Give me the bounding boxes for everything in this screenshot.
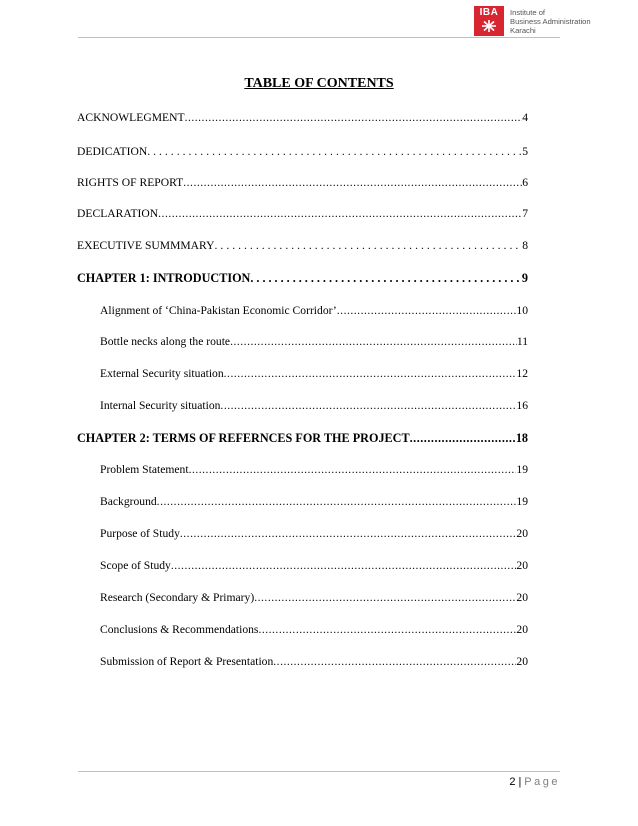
toc-entry-page: 20 bbox=[516, 655, 528, 668]
toc-entry-label: EXECUTIVE SUMMMARY bbox=[77, 239, 215, 252]
toc-entry-label: Conclusions & Recommendations bbox=[100, 623, 259, 636]
toc-entry-conclusions[interactable] bbox=[100, 623, 528, 637]
page-footer bbox=[509, 776, 560, 788]
toc-entry-label: DEDICATION bbox=[77, 145, 148, 158]
toc-entry-page: 20 bbox=[516, 623, 528, 636]
logo-abbr: IBA bbox=[479, 7, 499, 18]
toc-leader bbox=[273, 655, 516, 669]
toc-entry-dedication[interactable] bbox=[77, 145, 528, 159]
toc-entry-page: 20 bbox=[516, 559, 528, 572]
toc-leader bbox=[158, 207, 522, 221]
toc-entry-label: RIGHTS OF REPORT bbox=[77, 176, 184, 189]
toc-entry-page: 9 bbox=[521, 271, 528, 285]
toc-entry-label: ACKNOWLEGMENT bbox=[77, 111, 185, 124]
toc-entry-research[interactable] bbox=[100, 591, 528, 605]
toc-leader bbox=[189, 463, 517, 477]
toc-entry-internal-security[interactable] bbox=[100, 399, 528, 413]
toc-entry-page: 4 bbox=[522, 111, 528, 124]
logo-text bbox=[510, 8, 591, 35]
toc-entry-label: CHAPTER 2: TERMS OF REFERNCES FOR THE PROJECT bbox=[77, 431, 410, 445]
toc-entry-acknowledgment[interactable] bbox=[77, 111, 528, 125]
toc-entry-label: CHAPTER 1: INTRODUCTION bbox=[77, 271, 251, 285]
toc-entry-page: 10 bbox=[516, 304, 528, 317]
toc-entry-page: 18 bbox=[515, 431, 528, 445]
toc-leader bbox=[180, 527, 517, 541]
toc-leader bbox=[171, 559, 517, 573]
toc-leader bbox=[230, 335, 517, 349]
toc-entry-label: External Security situation bbox=[100, 367, 224, 380]
toc-entry-page: 11 bbox=[516, 335, 528, 348]
toc-leader bbox=[185, 111, 523, 125]
logo-line: Business Administration bbox=[510, 16, 591, 26]
toc-entry-alignment[interactable] bbox=[100, 304, 528, 318]
toc-entry-executive-summary[interactable] bbox=[77, 239, 528, 253]
footer-divider bbox=[78, 771, 560, 772]
toc-leader bbox=[220, 399, 516, 413]
toc-entry-submission[interactable] bbox=[100, 655, 528, 669]
logo-line: Institute of bbox=[510, 7, 546, 17]
toc-leader bbox=[215, 239, 523, 253]
toc-leader bbox=[337, 304, 517, 318]
page-title: TABLE OF CONTENTS bbox=[244, 76, 394, 91]
toc-entry-label: Internal Security situation bbox=[100, 399, 221, 412]
toc-leader bbox=[410, 431, 516, 445]
toc-leader bbox=[183, 176, 522, 190]
toc-entry-label: Purpose of Study bbox=[100, 527, 180, 540]
toc-entry-page: 20 bbox=[516, 527, 528, 540]
toc-entry-page: 8 bbox=[522, 239, 528, 252]
toc-entry-label: Scope of Study bbox=[100, 559, 171, 572]
header-divider bbox=[78, 37, 560, 38]
toc-entry-declaration[interactable] bbox=[77, 207, 528, 221]
toc-entry-scope-of-study[interactable] bbox=[100, 559, 528, 573]
toc-entry-label: Alignment of ‘China-Pakistan Economic Corridor’ bbox=[100, 304, 337, 317]
logo-emblem-icon bbox=[480, 19, 498, 33]
toc-entry-page: 7 bbox=[522, 207, 528, 220]
logo-line: Karachi bbox=[510, 25, 536, 35]
iba-logo bbox=[474, 2, 624, 40]
footer-separator: | bbox=[518, 776, 522, 788]
toc-entry-page: 6 bbox=[522, 176, 528, 189]
toc-leader bbox=[250, 271, 522, 285]
toc-entry-label: Bottle necks along the route bbox=[100, 335, 231, 348]
toc-leader bbox=[224, 367, 517, 381]
toc-entry-page: 19 bbox=[516, 495, 528, 508]
toc-entry-label: Research (Secondary & Primary) bbox=[100, 591, 255, 604]
toc-entry-background[interactable] bbox=[100, 495, 528, 509]
toc-entry-chapter-1[interactable] bbox=[77, 271, 528, 285]
toc-entry-label: DECLARATION bbox=[77, 207, 159, 220]
toc-leader bbox=[254, 591, 516, 605]
toc-entry-problem-statement[interactable] bbox=[100, 463, 528, 477]
page-number: 2 bbox=[509, 776, 516, 788]
toc-entry-page: 12 bbox=[516, 367, 528, 380]
toc-entry-purpose-of-study[interactable] bbox=[100, 527, 528, 541]
toc-entry-bottle-necks[interactable] bbox=[100, 335, 528, 349]
toc-entry-label: Background bbox=[100, 495, 157, 508]
toc-leader bbox=[157, 495, 517, 509]
toc-entry-page: 19 bbox=[516, 463, 528, 476]
toc-leader bbox=[147, 145, 522, 159]
toc-leader bbox=[258, 623, 516, 637]
toc-entry-rights-of-report[interactable] bbox=[77, 176, 528, 190]
iba-logo-mark bbox=[474, 6, 504, 36]
toc-entry-page: 5 bbox=[522, 145, 528, 158]
toc-entry-external-security[interactable] bbox=[100, 367, 528, 381]
toc-entry-chapter-2[interactable] bbox=[77, 431, 528, 445]
toc-entry-label: Submission of Report & Presentation bbox=[100, 655, 274, 668]
toc-entry-page: 16 bbox=[516, 399, 528, 412]
toc-entry-label: Problem Statement bbox=[100, 463, 189, 476]
toc-entry-page: 20 bbox=[516, 591, 528, 604]
page-word: Page bbox=[524, 776, 560, 788]
